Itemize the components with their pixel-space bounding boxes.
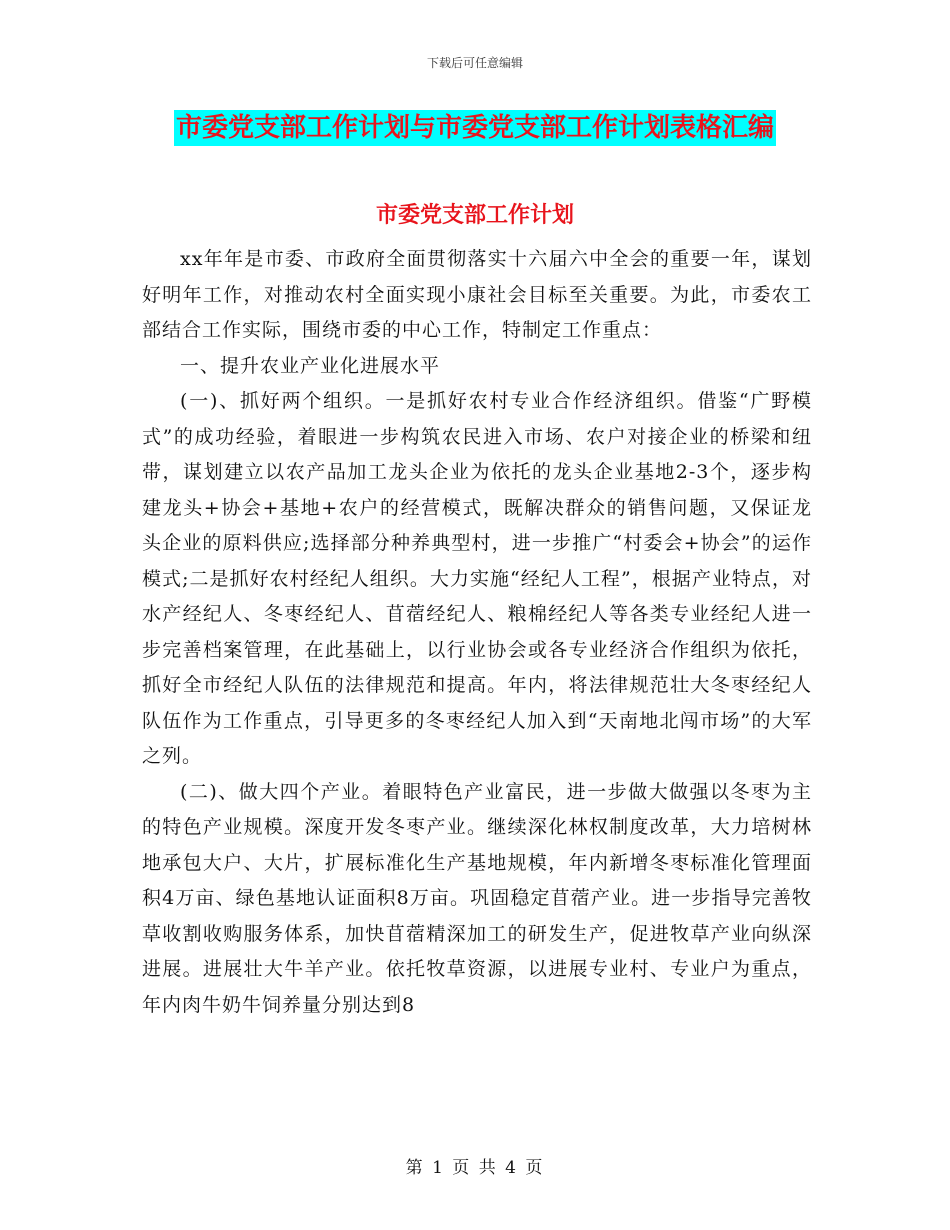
- document-title: 市委党支部工作计划与市委党支部工作计划表格汇编: [174, 110, 776, 146]
- page-footer: 第 1 页 共 4 页: [405, 1158, 545, 1178]
- heading-level-1: 一、提升农业产业化进展水平: [180, 354, 441, 377]
- document-body: [142, 242, 812, 1023]
- document-title-container: [0, 110, 950, 146]
- page-header-note: 下载后可任意编辑: [426, 56, 523, 70]
- paragraph-intro: xx年年是市委、市政府全面贯彻落实十六届六中全会的重要一年，谋划好明年工作，对推动农村全面实现小康社会目标至关重要。为此，市委农工部结合工作实际，围绕市委的中心工作，特制定工作重点：: [142, 248, 812, 341]
- paragraph-two-organizations: (一)、抓好两个组织。一是抓好农村专业合作经济组织。借鉴“广野模式”的成功经验，着眼进一步构筑农民进入市场、农户对接企业的桥梁和纽带，谋划建立以农产品加工龙头企业为依托的龙头企业基地2-3个，逐步构建龙头+协会+基地+农户的经营模式，既解决群众的销售问题，又保证龙头企业的原料供应;选择部分种养典型村，进一步推广“村委会+协会”的运作模式;二是抓好农村经纪人组织。大力实施“经纪人工程”，根据产业特点，对水产经纪人、冬枣经纪人、苜蓿经纪人、粮棉经纪人等各类专业经纪人进一步完善档案管理，在此基础上，以行业协会或各专业经济合作组织为依托，抓好全市经纪人队伍的法律规范和提高。年内，将法律规范壮大冬枣经纪人队伍作为工作重点，引导更多的冬枣经纪人加入到“天南地北闯市场”的大军之列。: [142, 390, 812, 767]
- paragraph-four-industries: (二)、做大四个产业。着眼特色产业富民，进一步做大做强以冬枣为主的特色产业规模。深度开发冬枣产业。继续深化林权制度改革，大力培树林地承包大户、大片，扩展标准化生产基地规模，年内新增冬枣标准化管理面积4万亩、绿色基地认证面积8万亩。巩固稳定苜蓿产业。进一步指导完善牧草收割收购服务体系，加快苜蓿精深加工的研发生产，促进牧草产业向纵深进展。进展壮大牛羊产业。依托牧草资源，以进展专业村、专业户为重点，年内肉牛奶牛饲养量分别达到8: [142, 780, 812, 1016]
- section-title: 市委党支部工作计划: [375, 203, 574, 228]
